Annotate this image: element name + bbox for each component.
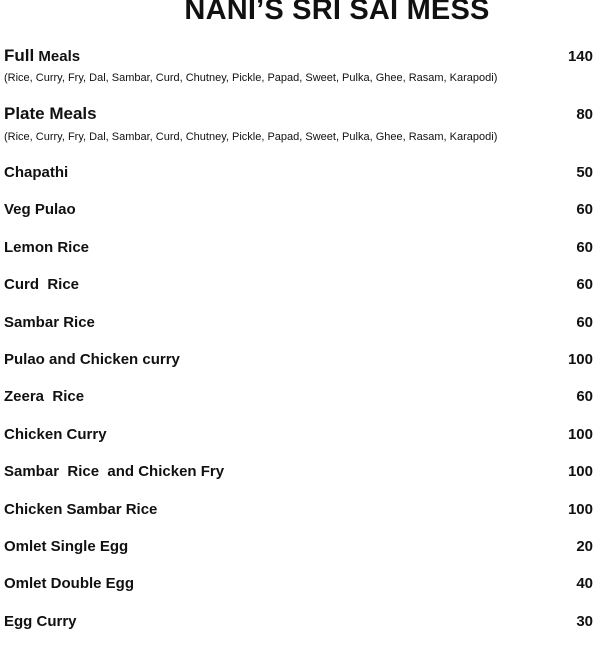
item-price: 100 (567, 500, 593, 518)
item-price: 100 (567, 463, 593, 481)
item-price: 100 (567, 351, 593, 368)
menu-item (4, 575, 593, 592)
menu-title: NANI’S SRI SAI MESS (184, 0, 490, 26)
menu-item (4, 314, 593, 331)
item-price: 60 (576, 238, 593, 256)
menu-item (4, 351, 593, 368)
item-name: Curd Rice (4, 276, 80, 294)
item-name: Veg Pulao (4, 201, 76, 219)
item-name: Omlet Single Egg (4, 538, 129, 555)
item-name: Plate Meals (4, 104, 97, 123)
menu-item (4, 276, 593, 293)
menu-item (4, 463, 593, 480)
item-name-suffix: Meals (34, 48, 81, 65)
item-name: Omlet Double Egg (4, 575, 135, 593)
item-price: 60 (576, 313, 593, 331)
item-price: 80 (576, 106, 593, 123)
item-price: 40 (576, 575, 593, 593)
menu-item (4, 426, 593, 443)
item-price: 30 (576, 612, 593, 630)
item-price: 100 (567, 425, 593, 443)
menu-item-plate-meals (4, 104, 593, 124)
item-name: Full (4, 46, 35, 65)
item-name: Egg Curry (4, 612, 77, 630)
item-name: Chicken Sambar Rice (4, 500, 158, 518)
item-price: 60 (576, 388, 593, 406)
menu-item (4, 164, 593, 181)
item-price: 60 (576, 201, 593, 219)
item-price: 50 (576, 164, 593, 181)
item-price: 20 (576, 538, 593, 555)
item-name: Pulao and Chicken curry (4, 351, 180, 368)
menu-item (4, 501, 593, 518)
item-price: 140 (567, 48, 593, 65)
menu-item (4, 538, 593, 555)
item-name: Sambar Rice and Chicken Fry (4, 463, 225, 481)
item-name: Chapathi (4, 164, 69, 181)
menu-item (4, 239, 593, 256)
item-description: (Rice, Curry, Fry, Dal, Sambar, Curd, Chutney, Pickle, Papad, Sweet, Pulka, Ghee, Rasam, Karapodi) (4, 72, 498, 84)
item-name: Sambar Rice (4, 313, 95, 331)
item-name: Chicken Curry (4, 425, 107, 443)
item-price: 60 (576, 276, 593, 294)
menu-item (4, 388, 593, 405)
item-name: Lemon Rice (4, 238, 90, 256)
item-description: (Rice, Curry, Fry, Dal, Sambar, Curd, Chutney, Pickle, Papad, Sweet, Pulka, Ghee, Rasam, Karapodi) (4, 131, 498, 143)
menu-item-full-meals (4, 46, 593, 66)
item-name: Zeera Rice (4, 388, 85, 406)
menu-item (4, 613, 593, 630)
menu-item (4, 201, 593, 218)
